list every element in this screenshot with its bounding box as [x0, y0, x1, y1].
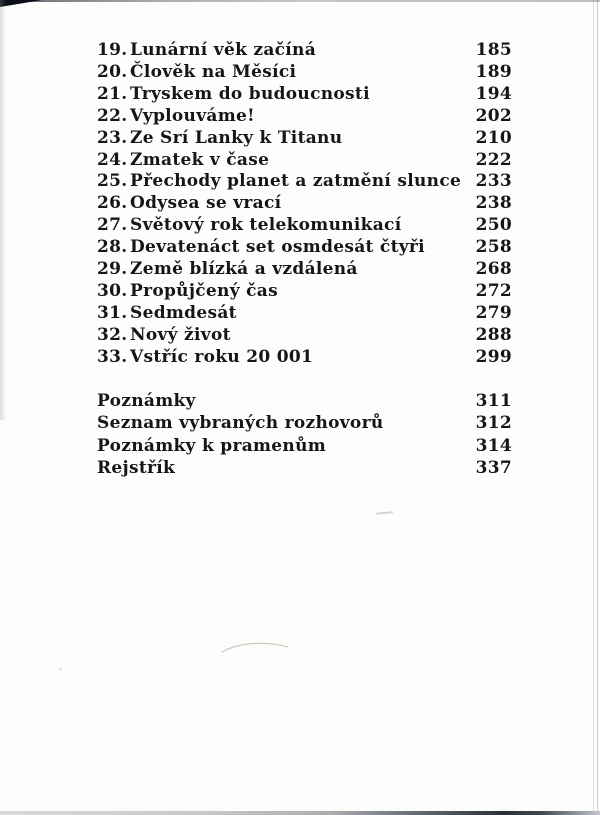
chapter-number: 23. [97, 127, 128, 148]
toc-entry [97, 325, 512, 347]
page-number: 194 [475, 83, 512, 104]
page-number: 250 [475, 215, 512, 236]
toc-entry [97, 303, 512, 325]
toc-entry [97, 150, 512, 172]
toc-entry [97, 237, 512, 259]
page-number: 238 [475, 193, 512, 214]
toc-entry-text [97, 171, 461, 193]
chapter-number: 29. [97, 259, 128, 280]
page-number: 189 [475, 61, 512, 82]
back-matter-title: Poznámky k pramenům [97, 435, 327, 456]
toc-entry [97, 412, 512, 435]
toc-entry-text [97, 303, 237, 325]
toc-entry-text [97, 347, 313, 369]
toc-entry [97, 106, 512, 128]
toc-entry [97, 390, 512, 413]
table-of-contents [97, 40, 512, 480]
chapter-title: Nový život [130, 324, 231, 345]
toc-entry [97, 171, 512, 193]
page-number: 272 [475, 280, 512, 301]
chapter-title: Tryskem do budoucnosti [130, 83, 370, 104]
page-number: 210 [475, 127, 512, 148]
scan-edge-top [0, 0, 600, 2]
page-number: 314 [475, 435, 512, 456]
toc-entry-text [97, 281, 278, 303]
chapter-number: 26. [97, 193, 128, 214]
smudge-mark [376, 511, 393, 514]
paper-speck [59, 668, 62, 671]
chapter-list [97, 40, 512, 369]
chapter-number: 32. [97, 324, 128, 345]
page-number: 222 [475, 149, 512, 170]
toc-entry [97, 193, 512, 215]
back-matter-title: Poznámky [97, 390, 196, 411]
page-number: 258 [475, 237, 512, 258]
page-number: 312 [475, 413, 512, 434]
toc-entry [97, 457, 512, 480]
page-number: 202 [475, 105, 512, 126]
toc-entry-text [97, 62, 296, 84]
chapter-title: Země blízká a vzdálená [130, 259, 358, 280]
scan-edge-left [0, 0, 7, 420]
page-number: 279 [475, 302, 512, 323]
chapter-number: 22. [97, 105, 128, 126]
page-number: 299 [475, 346, 512, 367]
chapter-title: Vstříc roku 20 001 [130, 346, 314, 367]
toc-entry-text [97, 259, 358, 281]
toc-entry-text [97, 40, 316, 62]
chapter-number: 25. [97, 171, 128, 192]
chapter-number: 20. [97, 61, 128, 82]
toc-entry [97, 84, 512, 106]
chapter-title: Ze Srí Lanky k Titanu [130, 127, 343, 148]
chapter-number: 27. [97, 215, 128, 236]
scan-edge-right-outer-line [597, 0, 598, 815]
chapter-title: Odysea se vrací [130, 193, 282, 214]
chapter-number: 19. [97, 40, 128, 60]
toc-entry [97, 40, 512, 62]
chapter-title: Zmatek v čase [130, 149, 270, 170]
scan-edge-right-inner-line [593, 0, 594, 815]
chapter-number: 30. [97, 280, 128, 301]
scan-edge-bottom [0, 811, 600, 815]
chapter-number: 33. [97, 346, 128, 367]
page-number: 311 [475, 390, 512, 411]
toc-entry-text [97, 128, 342, 150]
chapter-number: 24. [97, 149, 128, 170]
back-matter-title: Seznam vybraných rozhovorů [97, 413, 384, 434]
toc-entry-text [97, 84, 370, 106]
chapter-title: Člověk na Měsíci [130, 61, 297, 82]
chapter-number: 28. [97, 237, 128, 258]
page-number: 337 [475, 458, 512, 479]
toc-entry [97, 281, 512, 303]
toc-entry-text [97, 215, 401, 237]
back-matter-title: Rejstřík [97, 458, 176, 479]
page-number: 233 [475, 171, 512, 192]
back-matter-list [97, 390, 512, 480]
chapter-title: Devatenáct set osmdesát čtyři [130, 237, 425, 258]
chapter-number: 31. [97, 302, 128, 323]
toc-entry-text [97, 150, 269, 172]
chapter-title: Vyplouváme! [130, 105, 255, 126]
toc-entry-text [97, 325, 231, 347]
toc-entry [97, 259, 512, 281]
chapter-title: Lunární věk začíná [130, 40, 317, 60]
toc-entry [97, 347, 512, 369]
toc-entry [97, 435, 512, 458]
pencil-mark [220, 639, 290, 655]
toc-entry-text [97, 237, 425, 259]
chapter-number: 21. [97, 83, 128, 104]
toc-entry [97, 128, 512, 150]
page-number: 268 [475, 259, 512, 280]
toc-entry-text [97, 193, 281, 215]
chapter-title: Propůjčený čas [130, 280, 278, 301]
page-number: 185 [475, 40, 512, 60]
chapter-title: Přechody planet a zatmění slunce [130, 171, 462, 192]
chapter-title: Světový rok telekomunikací [130, 215, 402, 236]
page-number: 288 [475, 324, 512, 345]
chapter-title: Sedmdesát [130, 302, 237, 323]
toc-entry [97, 62, 512, 84]
toc-entry [97, 215, 512, 237]
toc-entry-text [97, 106, 255, 128]
